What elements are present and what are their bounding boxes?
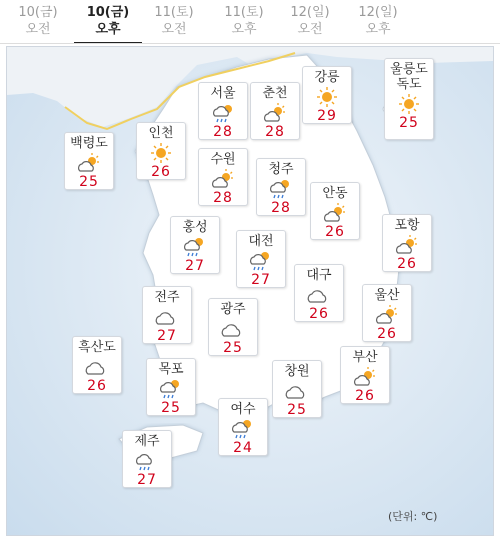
tabs-divider [0, 43, 500, 44]
city-temp: 28 [271, 200, 291, 216]
city-card-jeonju[interactable] [142, 286, 192, 344]
tab-10-pm[interactable] [74, 4, 142, 44]
city-card-gwangju[interactable] [208, 298, 258, 356]
city-name: 춘천 [262, 86, 288, 101]
partly-cloudy-icon [374, 304, 400, 326]
city-temp: 26 [355, 388, 375, 404]
city-card-heuksando[interactable] [72, 336, 122, 394]
city-name: 수원 [210, 152, 236, 167]
tab-day: 11(토) [154, 5, 194, 20]
cloud-icon [220, 318, 246, 340]
city-card-pohang[interactable] [382, 214, 432, 272]
city-card-ulsan[interactable] [362, 284, 412, 342]
city-card-seoul[interactable] [198, 82, 248, 140]
unit-label: (단위: ℃) [388, 510, 438, 523]
tab-10-am[interactable] [4, 4, 72, 44]
partly-cloudy-icon [322, 202, 348, 224]
tab-day: 10(금) [18, 5, 58, 20]
partly-cloudy-icon [352, 366, 378, 388]
city-name: 부산 [352, 350, 378, 365]
city-name: 홍성 [182, 220, 208, 235]
city-temp: 26 [151, 164, 171, 180]
city-temp: 26 [325, 224, 345, 240]
city-temp: 27 [251, 272, 271, 288]
sun-cloud-rain-icon [230, 418, 256, 440]
city-temp: 25 [79, 174, 99, 190]
tab-period: 오후 [365, 22, 391, 37]
city-temp: 25 [399, 115, 419, 131]
city-name: 백령도 [70, 136, 108, 151]
tab-11-am[interactable] [140, 4, 208, 44]
city-name: 울릉도 독도 [390, 62, 428, 92]
partly-cloudy-icon [210, 168, 236, 190]
cloud-icon [84, 356, 110, 378]
tab-11-pm[interactable] [210, 4, 278, 44]
city-name: 목포 [158, 362, 184, 377]
tab-period: 오전 [25, 22, 51, 37]
city-card-andong[interactable] [310, 182, 360, 240]
city-temp: 27 [137, 472, 157, 488]
city-card-incheon[interactable] [136, 122, 186, 180]
city-name: 강릉 [314, 70, 340, 85]
sun-icon [396, 93, 422, 115]
city-temp: 25 [161, 400, 181, 416]
city-name: 흑산도 [78, 340, 116, 355]
city-card-jeju[interactable] [122, 430, 172, 488]
city-temp: 26 [377, 326, 397, 342]
city-name: 광주 [220, 302, 246, 317]
tab-period: 오전 [161, 22, 187, 37]
city-card-daegu[interactable] [294, 264, 344, 322]
city-name: 대구 [306, 268, 332, 283]
tab-period: 오후 [95, 22, 121, 37]
tab-12-am[interactable] [276, 4, 344, 44]
tab-day: 12(일) [358, 5, 398, 20]
city-temp: 25 [287, 402, 307, 418]
city-card-daejeon[interactable] [236, 230, 286, 288]
sun-cloud-rain-icon [182, 236, 208, 258]
cloud-rain-icon [210, 102, 236, 124]
city-card-yeosu[interactable] [218, 398, 268, 456]
city-name: 인천 [148, 126, 174, 141]
sun-cloud-rain-icon [268, 178, 294, 200]
city-temp: 27 [157, 328, 177, 344]
city-temp: 26 [309, 306, 329, 322]
tab-day: 12(일) [290, 5, 330, 20]
tab-period: 오전 [297, 22, 323, 37]
city-name: 대전 [248, 234, 274, 249]
city-card-busan[interactable] [340, 346, 390, 404]
partly-cloudy-icon [262, 102, 288, 124]
cloud-icon [306, 284, 332, 306]
city-card-ulleungdo[interactable] [384, 58, 434, 140]
city-name: 안동 [322, 186, 348, 201]
sun-cloud-rain-icon [158, 378, 184, 400]
city-name: 서울 [210, 86, 236, 101]
time-tabs [0, 0, 500, 44]
city-temp: 26 [87, 378, 107, 394]
cloud-rain-icon [134, 450, 160, 472]
city-temp: 28 [213, 190, 233, 206]
city-temp: 26 [397, 256, 417, 272]
city-card-mokpo[interactable] [146, 358, 196, 416]
partly-cloudy-icon [76, 152, 102, 174]
city-name: 창원 [284, 364, 310, 379]
city-temp: 28 [265, 124, 285, 140]
city-card-changwon[interactable] [272, 360, 322, 418]
sun-icon [148, 142, 174, 164]
city-card-suwon[interactable] [198, 148, 248, 206]
city-temp: 24 [233, 440, 253, 456]
partly-cloudy-icon [394, 234, 420, 256]
tab-12-pm[interactable] [344, 4, 412, 44]
city-card-baengnyeongdo[interactable] [64, 132, 114, 190]
city-temp: 27 [185, 258, 205, 274]
city-temp: 25 [223, 340, 243, 356]
city-temp: 28 [213, 124, 233, 140]
sun-cloud-rain-icon [248, 250, 274, 272]
cloud-icon [284, 380, 310, 402]
city-name: 전주 [154, 290, 180, 305]
cloud-icon [154, 306, 180, 328]
city-card-hongseong[interactable] [170, 216, 220, 274]
city-name: 여수 [230, 402, 256, 417]
tab-day: 10(금) [86, 5, 130, 20]
city-card-chuncheon[interactable] [250, 82, 300, 140]
city-temp: 29 [317, 108, 337, 124]
city-name: 청주 [268, 162, 294, 177]
city-name: 제주 [134, 434, 160, 449]
city-card-gangneung[interactable] [302, 66, 352, 124]
sun-icon [314, 86, 340, 108]
city-name: 울산 [374, 288, 400, 303]
tab-day: 11(토) [224, 5, 264, 20]
city-card-cheongju[interactable] [256, 158, 306, 216]
tab-period: 오후 [231, 22, 257, 37]
city-name: 포항 [394, 218, 420, 233]
